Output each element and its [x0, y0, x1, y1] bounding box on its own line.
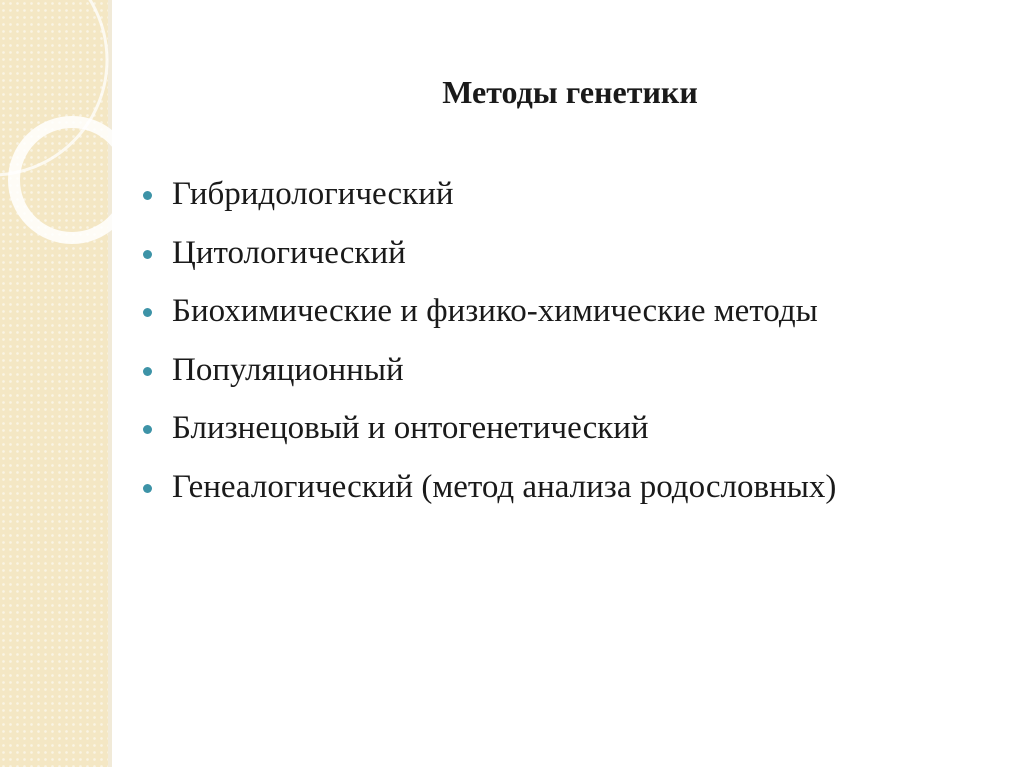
- circle-bullet-icon: [143, 191, 152, 200]
- circle-bullet-icon: [143, 250, 152, 259]
- list-item-label: Популяционный: [172, 351, 404, 388]
- list-item: [140, 166, 836, 225]
- list-item-label: Цитологический: [172, 234, 406, 271]
- circle-bullet-icon: [143, 425, 152, 434]
- list-item: [140, 342, 836, 401]
- slide-title: Методы генетики: [442, 74, 698, 110]
- list-item-label: Близнецовый и онтогенетический: [172, 410, 649, 446]
- methods-list: [140, 166, 836, 517]
- decorative-rings-icon: [0, 0, 130, 260]
- list-item-label: Биохимические и физико-химические методы: [172, 293, 818, 329]
- list-item: [140, 400, 836, 459]
- list-item: [140, 459, 836, 518]
- list-item: [140, 283, 836, 342]
- list-item-label: Генеалогический (метод анализа родословных): [172, 468, 837, 505]
- list-item: [140, 225, 836, 284]
- circle-bullet-icon: [143, 484, 152, 493]
- circle-bullet-icon: [143, 308, 152, 317]
- circle-bullet-icon: [143, 367, 152, 376]
- list-item-label: Гибридологический: [172, 176, 454, 212]
